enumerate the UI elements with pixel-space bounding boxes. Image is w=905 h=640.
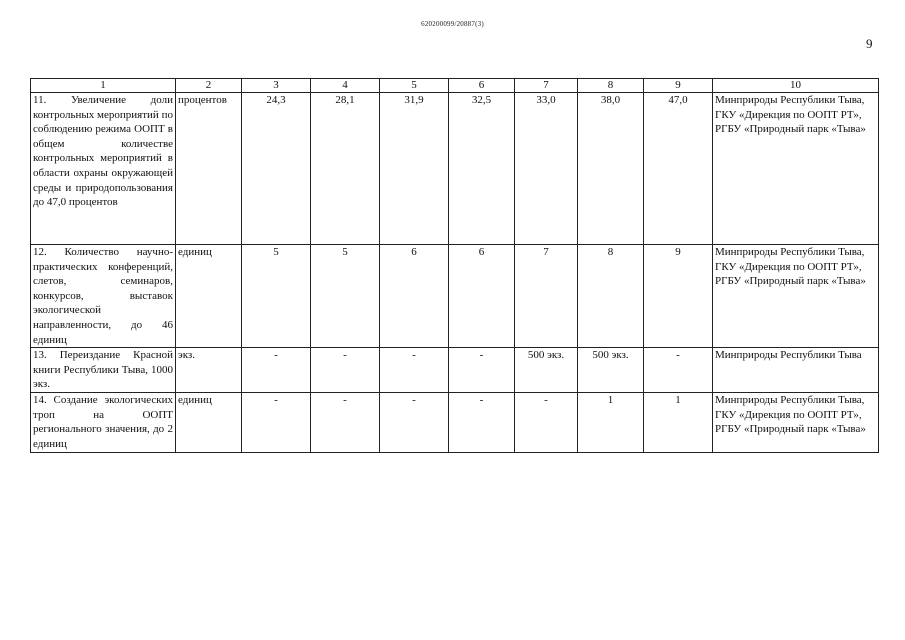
value-cell: 6 [380, 245, 449, 348]
column-number: 1 [31, 79, 176, 93]
indicator-name: 13. Переиздание Красной книги Республики Тыва, 1000 экз. [31, 348, 176, 393]
responsible-cell: Минприроды Республики Тыва, ГКУ «Дирекция по ООПТ РТ», РГБУ «Природный парк «Тыва» [713, 93, 879, 245]
column-number: 8 [578, 79, 644, 93]
value-cell: 47,0 [644, 93, 713, 245]
value-cell: 6 [449, 245, 515, 348]
unit-cell: процентов [176, 93, 242, 245]
column-number: 2 [176, 79, 242, 93]
table-row [31, 93, 879, 245]
unit-cell: единиц [176, 245, 242, 348]
value-cell: 500 экз. [515, 348, 578, 393]
indicator-name: 14. Создание экологических троп на ООПТ регионального значения, до 2 единиц [31, 392, 176, 452]
value-cell: 24,3 [242, 93, 311, 245]
column-number: 3 [242, 79, 311, 93]
value-cell: 7 [515, 245, 578, 348]
value-cell: 5 [242, 245, 311, 348]
value-cell: - [311, 348, 380, 393]
value-cell: - [242, 348, 311, 393]
value-cell: 31,9 [380, 93, 449, 245]
value-cell: 500 экз. [578, 348, 644, 393]
indicator-name: 12. Количество научно-практических конференций, слетов, семинаров, конкурсов, выставок экологической направленности, до 46 единиц [31, 245, 176, 348]
value-cell: - [644, 348, 713, 393]
column-number: 4 [311, 79, 380, 93]
value-cell: - [311, 392, 380, 452]
responsible-cell: Минприроды Республики Тыва [713, 348, 879, 393]
value-cell: 32,5 [449, 93, 515, 245]
value-cell: - [515, 392, 578, 452]
value-cell: 5 [311, 245, 380, 348]
value-cell: - [449, 392, 515, 452]
value-cell: 1 [578, 392, 644, 452]
value-cell: 1 [644, 392, 713, 452]
table-row [31, 392, 879, 452]
value-cell: - [242, 392, 311, 452]
unit-cell: единиц [176, 392, 242, 452]
column-number: 10 [713, 79, 879, 93]
value-cell: 33,0 [515, 93, 578, 245]
value-cell: - [449, 348, 515, 393]
column-number: 9 [644, 79, 713, 93]
document-code: 620200099/20887(3) [421, 20, 484, 28]
indicators-table [30, 78, 879, 453]
table-row [31, 245, 879, 348]
value-cell: 8 [578, 245, 644, 348]
value-cell: 9 [644, 245, 713, 348]
indicator-name: 11. Увеличение доли контрольных мероприятий по соблюдению режима ООПТ в общем количестве контрольных мероприятий в области охраны окружающей среды и природопользования до 47,0 процентов [31, 93, 176, 245]
column-number: 5 [380, 79, 449, 93]
column-number: 6 [449, 79, 515, 93]
page-number: 9 [866, 36, 873, 51]
responsible-cell: Минприроды Республики Тыва, ГКУ «Дирекция по ООПТ РТ», РГБУ «Природный парк «Тыва» [713, 245, 879, 348]
value-cell: - [380, 392, 449, 452]
column-number-row [31, 79, 879, 93]
value-cell: - [380, 348, 449, 393]
table-body [31, 79, 879, 453]
value-cell: 28,1 [311, 93, 380, 245]
column-number: 7 [515, 79, 578, 93]
responsible-cell: Минприроды Республики Тыва, ГКУ «Дирекция по ООПТ РТ», РГБУ «Природный парк «Тыва» [713, 392, 879, 452]
table-row [31, 348, 879, 393]
value-cell: 38,0 [578, 93, 644, 245]
unit-cell: экз. [176, 348, 242, 393]
